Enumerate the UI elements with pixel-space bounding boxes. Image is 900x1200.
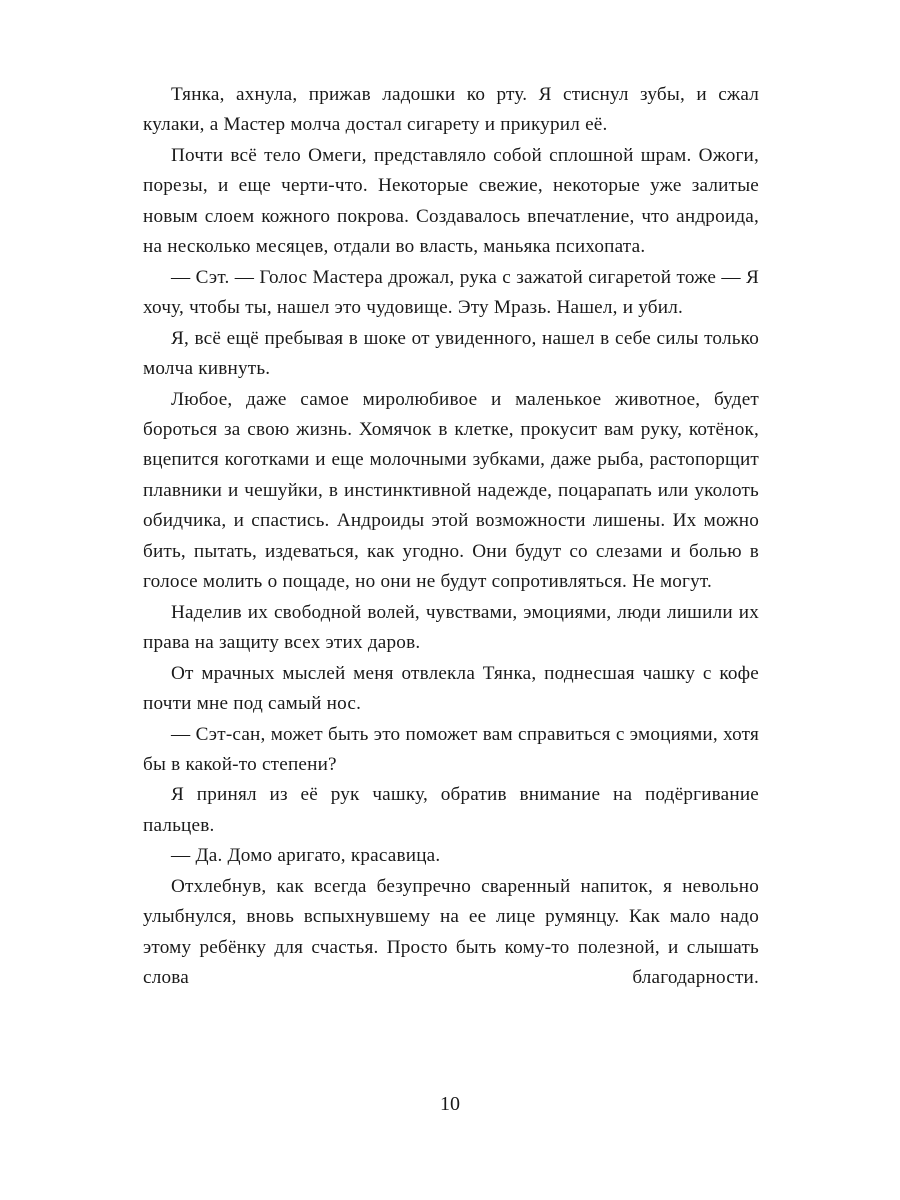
paragraph-dialogue: — Сэт-сан, может быть это поможет вам справиться с эмоциями, хотя бы в какой-то степени? (143, 723, 759, 775)
paragraph: Наделив их свободной волей, чувствами, эмоциями, люди лишили их права на защиту всех этих даров. (143, 601, 759, 654)
paragraph: Любое, даже самое миролюбивое и маленькое животное, будет бороться за свою жизнь. Хомячок в клетке, прокусит вам руку, котёнок, вцепится коготками и еще молочными зубками, даже рыба, растопорщит плавники и чешуйки, в инстинктивной надежде, поцарапать или уколоть обидчика, и спастись. Андроиды этой возможности лишены. Их можно бить, пытать, издеваться, как угодно. Они будут со слезами и болью в голосе молить о пощаде, но они не будут сопротивляться. Не могут. (143, 388, 759, 593)
paragraph-dialogue: — Да. Домо аригато, красавица. (171, 845, 441, 867)
body-text-column (143, 80, 759, 994)
paragraph: Я, всё ещё пребывая в шоке от увиденного, нашел в себе силы только молча кивнуть. (143, 327, 759, 380)
paragraph: От мрачных мыслей меня отвлекла Тянка, поднесшая чашку с кофе почти мне под самый нос. (143, 662, 759, 715)
paragraph: Я принял из её рук чашку, обратив внимание на подёргивание пальцев. (143, 784, 759, 836)
paragraph-dialogue: — Сэт. — Голос Мастера дрожал, рука с зажатой сигаретой тоже — Я хочу, чтобы ты, нашел это чудовище. Эту Мразь. Нашел, и убил. (143, 266, 759, 319)
page-number: 10 (440, 1093, 460, 1115)
paragraph: Почти всё тело Омеги, представляло собой сплошной шрам. Ожоги, порезы, и еще черти-что. Некоторые свежие, некоторые уже залитые новым слоем кожного покрова. Создавалось впечатление, что андроида, на несколько месяцев, отдали во власть, маньяка психопата. (143, 144, 759, 258)
paragraph: Тянка, ахнула, прижав ладошки ко рту. Я стиснул зубы, и сжал кулаки, а Мастер молча достал сигарету и прикурил её. (143, 84, 759, 136)
paragraph: Отхлебнув, как всегда безупречно сваренный напиток, я невольно улыбнулся, вновь вспыхнувшему на ее лице румянцу. Как мало надо этому ребёнку для счастья. Просто быть кому-то полезной, и слышать слова благодарности. (143, 875, 759, 989)
